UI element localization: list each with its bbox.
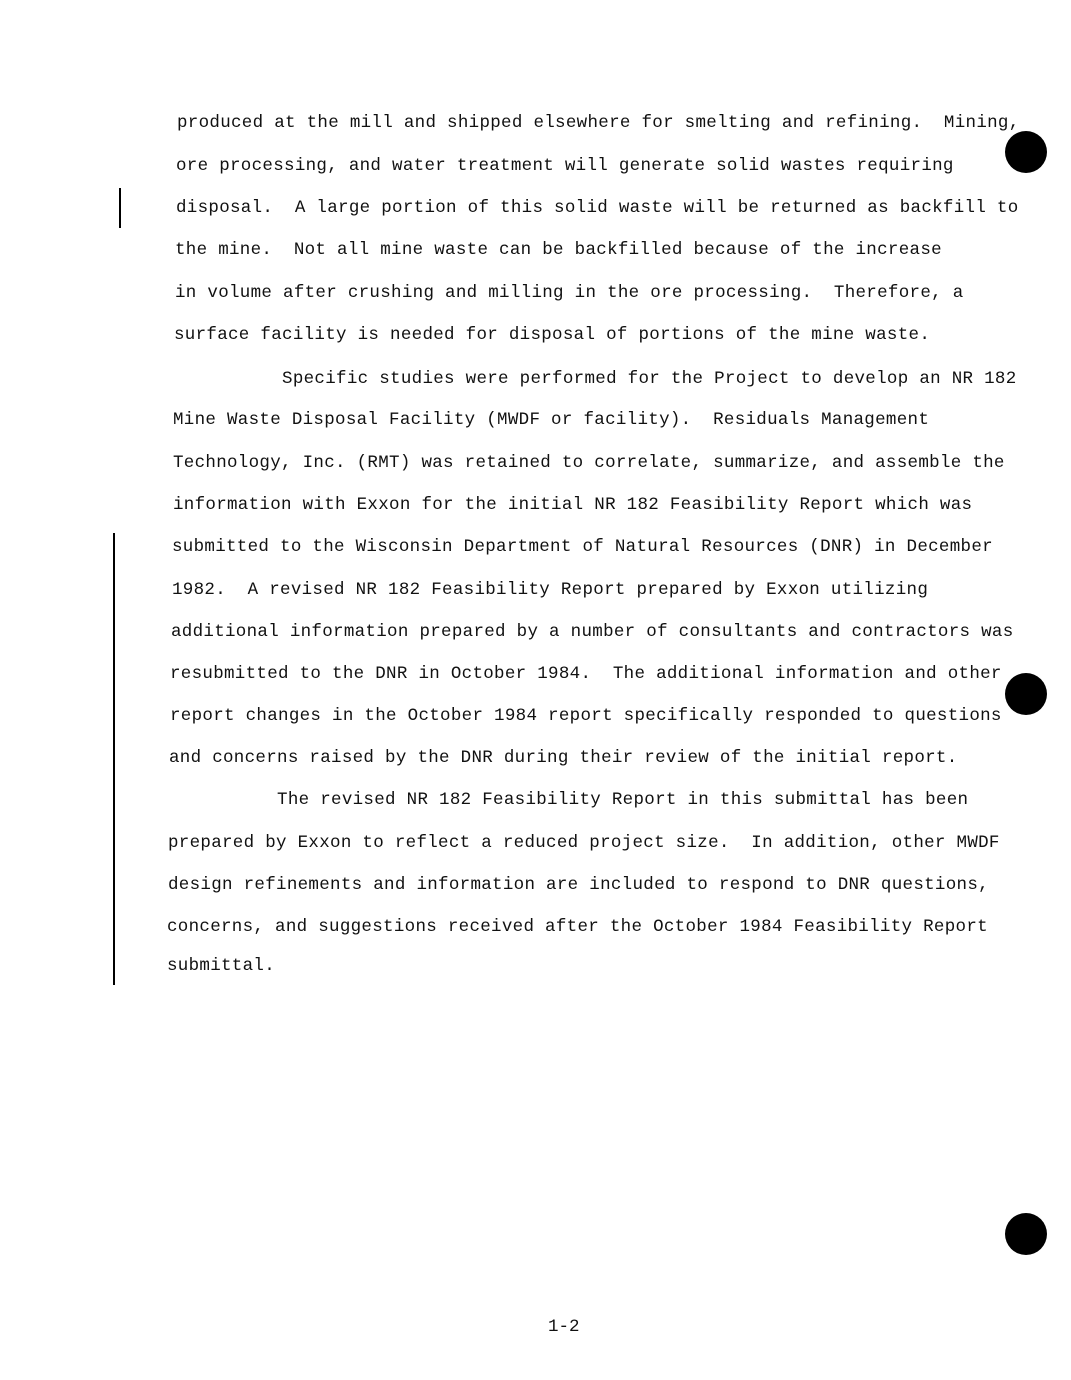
text-line-4: the mine. Not all mine waste can be backfilled because of the increase [175, 240, 942, 260]
text-line-16: and concerns raised by the DNR during their review of the initial report. [169, 748, 958, 768]
punch-hole-middle [1005, 673, 1047, 715]
text-line-18: prepared by Exxon to reflect a reduced project size. In addition, other MWDF [168, 833, 1000, 853]
text-line-2: ore processing, and water treatment will generate solid wastes requiring [176, 156, 954, 176]
page-number: 1-2 [548, 1317, 580, 1337]
text-line-11: submitted to the Wisconsin Department of Natural Resources (DNR) in December [172, 537, 993, 557]
text-line-14: resubmitted to the DNR in October 1984. The additional information and other [170, 664, 1002, 684]
text-line-8: Mine Waste Disposal Facility (MWDF or facility). Residuals Management [173, 410, 930, 430]
text-line-21: submittal. [167, 956, 276, 976]
revision-bar-bottom [113, 533, 115, 985]
revision-bar-top [119, 188, 121, 228]
text-line-17: The revised NR 182 Feasibility Report in this submittal has been [169, 790, 969, 810]
text-line-10: information with Exxon for the initial NR 182 Feasibility Report which was [173, 495, 973, 515]
text-line-20: concerns, and suggestions received after the October 1984 Feasibility Report [167, 917, 988, 937]
text-line-1: produced at the mill and shipped elsewhere for smelting and refining. Mining, [177, 113, 1020, 133]
text-line-12: 1982. A revised NR 182 Feasibility Report prepared by Exxon utilizing [172, 580, 929, 600]
text-line-6: surface facility is needed for disposal of portions of the mine waste. [174, 325, 931, 345]
text-line-7: Specific studies were performed for the Project to develop an NR 182 [174, 369, 1017, 389]
text-line-5: in volume after crushing and milling in the ore processing. Therefore, a [175, 283, 964, 303]
text-line-19: design refinements and information are included to respond to DNR questions, [168, 875, 989, 895]
text-line-13: additional information prepared by a number of consultants and contractors was [171, 622, 1014, 642]
text-line-3: disposal. A large portion of this solid waste will be returned as backfill to [176, 198, 1019, 218]
punch-hole-bottom [1005, 1213, 1047, 1255]
punch-hole-top [1005, 131, 1047, 173]
text-line-9: Technology, Inc. (RMT) was retained to correlate, summarize, and assemble the [173, 453, 1005, 473]
text-line-15: report changes in the October 1984 report specifically responded to questions [170, 706, 1002, 726]
